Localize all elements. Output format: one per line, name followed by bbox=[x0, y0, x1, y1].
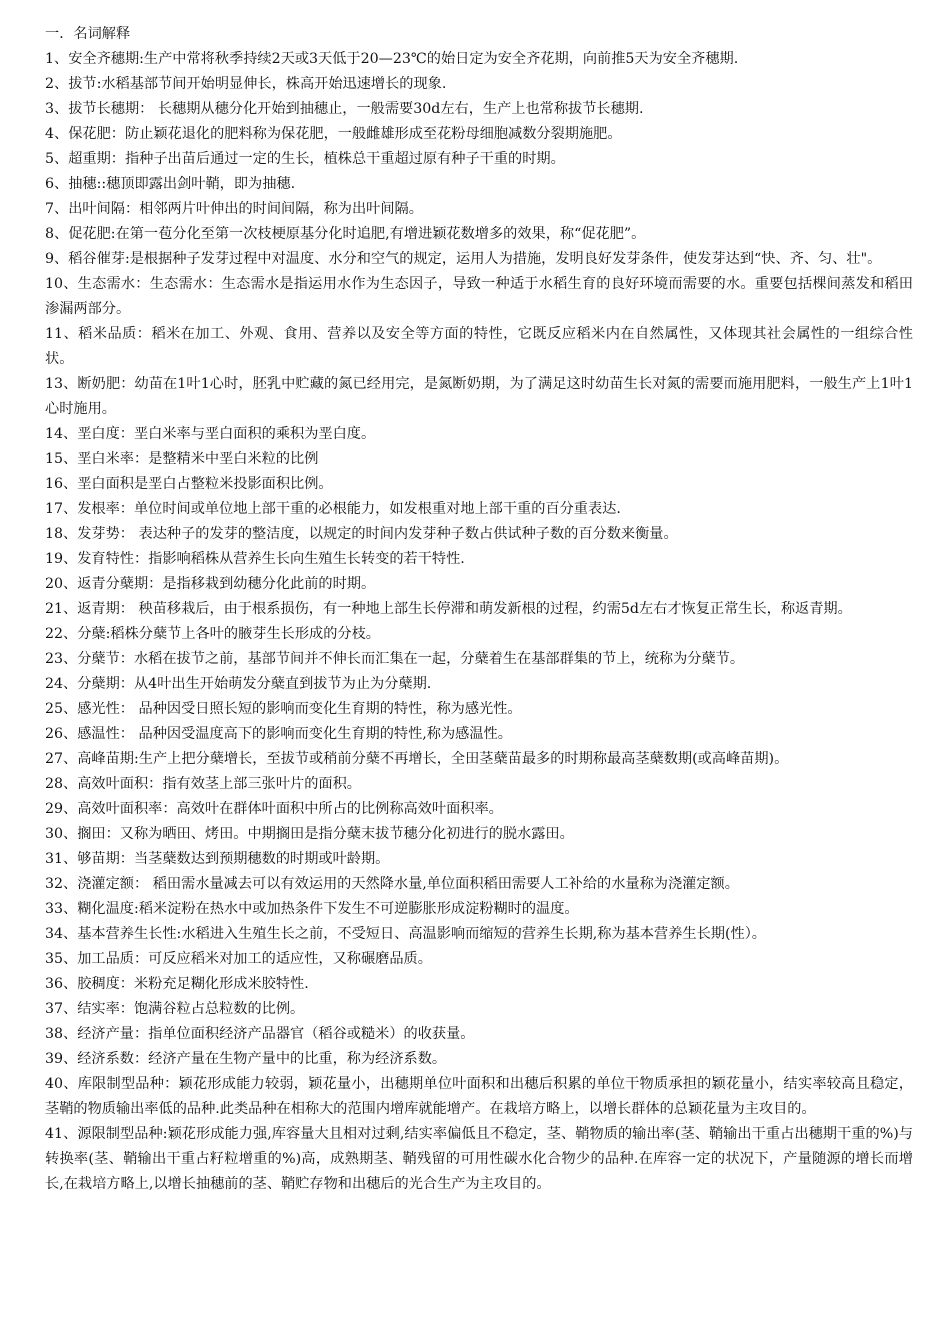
term-entry: 39、经济系数：经济产量在生物产量中的比重，称为经济系数。 bbox=[45, 1051, 447, 1067]
term-entry: 7、出叶间隔：相邻两片叶伸出的时间间隔，称为出叶间隔。 bbox=[45, 201, 423, 217]
term-entry: 34、基本营养生长性:水稻进入生殖生长之前，不受短日、高温影响而缩短的营养生长期,称为基本营养生长期(性）。 bbox=[45, 926, 766, 942]
term-entry: 31、够苗期：当茎蘖数达到预期穗数的时期或叶龄期。 bbox=[45, 851, 390, 867]
term-entry: 40、库限制型品种：颖花形成能力较弱，颖花量小，出穗期单位叶面积和出穗后积累的单位干物质承担的颖花量小，结实率较高且稳定，茎鞘的物质输出率低的品种.此类品种在相称大的范围内增库就能增产。在栽培方略上，以增长群体的总颖花量为主攻目的。 bbox=[45, 1076, 913, 1117]
term-entry: 28、高效叶面积：指有效茎上部三张叶片的面积。 bbox=[45, 776, 361, 792]
term-entry: 23、分蘖节：水稻在拔节之前，基部节间并不伸长而汇集在一起，分蘖着生在基部群集的节上，统称为分蘖节。 bbox=[45, 651, 745, 667]
term-entry: 27、高峰苗期:生产上把分蘖增长，至拔节或稍前分蘖不再增长，全田茎蘖苗最多的时期称最高茎蘖数期(或高峰苗期)。 bbox=[45, 751, 789, 767]
term-entry: 21、返青期： 秧苗移栽后，由于根系损伤，有一种地上部生长停滞和萌发新根的过程，约需5d左右才恢复正常生长，称返青期。 bbox=[45, 601, 852, 617]
term-entry: 9、稻谷催芽:是根据种子发芽过程中对温度、水分和空气的规定，运用人为措施，发明良好发芽条件，使发芽达到“快、齐、匀、壮"。 bbox=[45, 251, 882, 267]
term-entry: 24、分蘖期：从4叶出生开始萌发分蘖直到拔节为止为分蘖期. bbox=[45, 676, 432, 692]
term-entry: 38、经济产量：指单位面积经济产品器官（稻谷或糙米）的收获量。 bbox=[45, 1026, 475, 1042]
term-entry: 18、发芽势： 表达种子的发芽的整洁度，以规定的时间内发芽种子数占供试种子数的百分数来衡量。 bbox=[45, 526, 678, 542]
term-entry: 19、发育特性：指影响稻株从营养生长向生殖生长转变的若干特性. bbox=[45, 551, 465, 567]
term-entry: 2、拔节:水稻基部节间开始明显伸长，株高开始迅速增长的现象. bbox=[45, 76, 447, 92]
term-entry: 29、高效叶面积率：高效叶在群体叶面积中所占的比例称高效叶面积率。 bbox=[45, 801, 503, 817]
term-entry: 35、加工品质：可反应稻米对加工的适应性，又称碾磨品质。 bbox=[45, 951, 432, 967]
term-entry: 17、发根率：单位时间或单位地上部干重的必根能力，如发根重对地上部干重的百分重表达. bbox=[45, 501, 621, 517]
term-entry: 25、感光性： 品种因受日照长短的影响而变化生育期的特性，称为感光性。 bbox=[45, 701, 522, 717]
term-entry: 20、返青分蘖期：是指移栽到幼穗分化此前的时期。 bbox=[45, 576, 376, 592]
term-entry: 16、垩白面积是垩白占整粒米投影面积比例。 bbox=[45, 476, 333, 492]
term-entry: 6、抽穗::穗顶即露出剑叶鞘，即为抽穗. bbox=[45, 176, 296, 192]
term-entry: 5、超重期：指种子出苗后通过一定的生长，植株总干重超过原有种子干重的时期。 bbox=[45, 151, 565, 167]
term-definition-list bbox=[45, 47, 913, 1197]
term-entry: 30、搁田：又称为晒田、烤田。中期搁田是指分蘖末拔节穗分化初进行的脱水露田。 bbox=[45, 826, 574, 842]
term-entry: 1、安全齐穗期:生产中常将秋季持续2天或3天低于20—23℃的始日定为安全齐花期，向前推5天为安全齐穗期. bbox=[45, 51, 739, 67]
term-entry: 14、垩白度：垩白米率与垩白面积的乘积为垩白度。 bbox=[45, 426, 376, 442]
term-entry: 22、分蘖:稻株分蘖节上各叶的腋芽生长形成的分枝。 bbox=[45, 626, 380, 642]
term-entry: 26、感温性： 品种因受温度高下的影响而变化生育期的特性,称为感温性。 bbox=[45, 726, 512, 742]
term-entry: 15、垩白米率：是整精米中垩白米粒的比例 bbox=[45, 451, 319, 467]
term-entry: 11、稻米品质：稻米在加工、外观、食用、营养以及安全等方面的特性，它既反应稻米内在自然属性，又体现其社会属性的一组综合性状。 bbox=[45, 326, 913, 367]
term-entry: 3、拔节长穗期： 长穗期从穗分化开始到抽穗止，一般需要30d左右，生产上也常称拔节长穗期. bbox=[45, 101, 644, 117]
term-entry: 41、源限制型品种:颖花形成能力强,库容量大且相对过剩,结实率偏低且不稳定，茎、鞘物质的输出率(茎、鞘输出干重占出穗期干重的%)与转换率(茎、鞘输出干重占籽粒增重的%)高，成熟期茎、鞘残留的可用性碳水化合物少的品种.在库容一定的状况下，产量随源的增长而增长,在栽培方略上,以增长抽穗前的茎、鞘贮存物和出穗后的光合生产为主攻目的。 bbox=[45, 1126, 913, 1192]
term-entry: 33、糊化温度:稻米淀粉在热水中或加热条件下发生不可逆膨胀形成淀粉糊时的温度。 bbox=[45, 901, 579, 917]
document-page bbox=[45, 22, 913, 1197]
term-entry: 10、生态需水：生态需水：生态需水是指运用水作为生态因子，导致一种适于水稻生育的良好环境而需要的水。重要包括棵间蒸发和稻田渗漏两部分。 bbox=[45, 276, 913, 317]
term-entry: 8、促花肥:在第一苞分化至第一次枝梗原基分化时追肥,有增进颖花数增多的效果，称“促花肥”。 bbox=[45, 226, 646, 242]
term-entry: 13、断奶肥：幼苗在1叶1心时，胚乳中贮藏的氮已经用完，是氮断奶期，为了满足这时幼苗生长对氮的需要而施用肥料，一般生产上1叶1心时施用。 bbox=[45, 376, 913, 417]
term-entry: 37、结实率：饱满谷粒占总粒数的比例。 bbox=[45, 1001, 305, 1017]
term-entry: 4、保花肥：防止颖花退化的肥料称为保花肥，一般雌雄形成至花粉母细胞减数分裂期施肥。 bbox=[45, 126, 622, 142]
term-entry: 36、胶稠度：米粉充足糊化形成米胶特性. bbox=[45, 976, 309, 992]
section-heading: 一．名词解释 bbox=[45, 26, 131, 42]
term-entry: 32、浇灌定额： 稻田需水量减去可以有效运用的天然降水量,单位面积稻田需要人工补给的水量称为浇灌定额。 bbox=[45, 876, 739, 892]
